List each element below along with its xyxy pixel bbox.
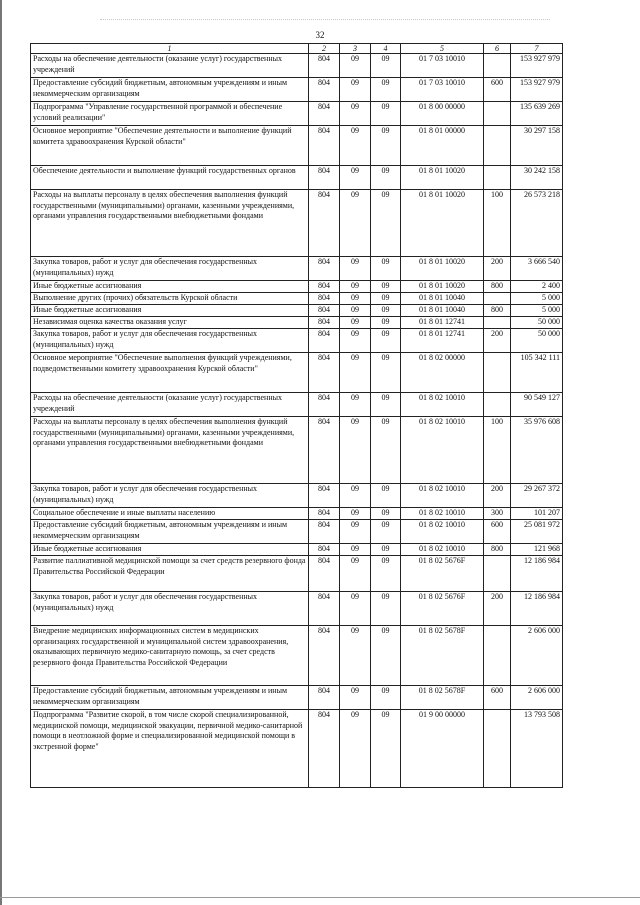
row-expense-type (484, 54, 511, 78)
row-section: 09 (340, 592, 371, 626)
row-name: Закупка товаров, работ и услуг для обеспечения государственных (муниципальных) нужд (31, 592, 309, 626)
row-name: Социальное обеспечение и иные выплаты населению (31, 508, 309, 520)
row-name: Предоставление субсидий бюджетным, автономным учреждениям и иным некоммерческим организациям (31, 686, 309, 710)
table-row (31, 686, 563, 710)
row-subsection: 09 (371, 293, 401, 305)
row-section: 09 (340, 293, 371, 305)
row-ministry-code: 804 (309, 166, 340, 190)
row-ministry-code: 804 (309, 305, 340, 317)
row-section: 09 (340, 54, 371, 78)
row-expense-type: 600 (484, 78, 511, 102)
row-ministry-code: 804 (309, 393, 340, 417)
row-amount: 121 968 (511, 544, 563, 556)
table-row (31, 353, 563, 393)
row-ministry-code: 804 (309, 317, 340, 329)
row-subsection: 09 (371, 592, 401, 626)
row-expense-type: 600 (484, 520, 511, 544)
row-expense-type: 100 (484, 190, 511, 257)
row-subsection: 09 (371, 626, 401, 686)
row-expense-type (484, 102, 511, 126)
row-amount: 26 573 218 (511, 190, 563, 257)
table-row (31, 329, 563, 353)
row-expense-type: 800 (484, 305, 511, 317)
row-expense-type (484, 126, 511, 166)
row-target-article: 01 8 02 00000 (401, 353, 484, 393)
row-subsection: 09 (371, 126, 401, 166)
row-expense-type: 300 (484, 508, 511, 520)
row-subsection: 09 (371, 317, 401, 329)
scan-noise (100, 19, 550, 21)
row-subsection: 09 (371, 484, 401, 508)
row-ministry-code: 804 (309, 592, 340, 626)
table-row (31, 78, 563, 102)
row-section: 09 (340, 166, 371, 190)
row-subsection: 09 (371, 544, 401, 556)
row-ministry-code: 804 (309, 484, 340, 508)
row-target-article: 01 8 01 10020 (401, 166, 484, 190)
budget-table (30, 43, 563, 788)
scan-left-edge (0, 0, 2, 905)
row-subsection: 09 (371, 78, 401, 102)
row-target-article: 01 8 02 10010 (401, 544, 484, 556)
column-header: 2 (309, 44, 340, 54)
row-amount: 25 081 972 (511, 520, 563, 544)
row-ministry-code: 804 (309, 686, 340, 710)
row-name: Расходы на выплаты персоналу в целях обеспечения выполнения функций государственными (муниципальными) органами, казенными учреждениями, органами управления государственными внебюджетными фондами (31, 190, 309, 257)
row-section: 09 (340, 317, 371, 329)
row-subsection: 09 (371, 556, 401, 592)
row-expense-type: 800 (484, 281, 511, 293)
row-name: Предоставление субсидий бюджетным, автономным учреждениям и иным некоммерческим организациям (31, 520, 309, 544)
row-amount: 2 606 000 (511, 686, 563, 710)
table-row (31, 281, 563, 293)
row-section: 09 (340, 710, 371, 788)
row-ministry-code: 804 (309, 626, 340, 686)
row-name: Иные бюджетные ассигнования (31, 544, 309, 556)
row-section: 09 (340, 102, 371, 126)
row-target-article: 01 7 03 10010 (401, 54, 484, 78)
row-subsection: 09 (371, 520, 401, 544)
table-body (31, 54, 563, 788)
table-row (31, 508, 563, 520)
row-amount: 50 000 (511, 329, 563, 353)
row-name: Закупка товаров, работ и услуг для обеспечения государственных (муниципальных) нужд (31, 257, 309, 281)
row-target-article: 01 8 00 00000 (401, 102, 484, 126)
row-name: Подпрограмма "Развитие скорой, в том числе скорой специализированной, медицинской помощи, медицинской эвакуации, первичной медико-санитарной помощи в неотложной форме и специализированной медицинской помощи в экстренной форме" (31, 710, 309, 788)
row-target-article: 01 8 01 10040 (401, 293, 484, 305)
row-expense-type: 100 (484, 417, 511, 484)
row-section: 09 (340, 78, 371, 102)
row-name: Обеспечение деятельности и выполнение функций государственных органов (31, 166, 309, 190)
row-ministry-code: 804 (309, 556, 340, 592)
table-row (31, 166, 563, 190)
row-target-article: 01 8 02 5678F (401, 686, 484, 710)
row-ministry-code: 804 (309, 126, 340, 166)
row-amount: 13 793 508 (511, 710, 563, 788)
row-expense-type (484, 353, 511, 393)
row-section: 09 (340, 484, 371, 508)
column-header: 1 (31, 44, 309, 54)
table-row (31, 484, 563, 508)
row-amount: 35 976 608 (511, 417, 563, 484)
column-header: 3 (340, 44, 371, 54)
table-row (31, 190, 563, 257)
row-target-article: 01 8 01 10040 (401, 305, 484, 317)
table-row (31, 102, 563, 126)
row-target-article: 01 8 01 12741 (401, 329, 484, 353)
row-target-article: 01 8 02 5676F (401, 592, 484, 626)
table-row (31, 556, 563, 592)
row-ministry-code: 804 (309, 190, 340, 257)
row-section: 09 (340, 353, 371, 393)
row-target-article: 01 8 01 10020 (401, 190, 484, 257)
row-amount: 30 297 158 (511, 126, 563, 166)
row-section: 09 (340, 393, 371, 417)
row-subsection: 09 (371, 508, 401, 520)
row-target-article: 01 8 02 10010 (401, 520, 484, 544)
row-ministry-code: 804 (309, 102, 340, 126)
row-amount: 5 000 (511, 305, 563, 317)
table-row (31, 317, 563, 329)
table-row (31, 626, 563, 686)
page-number: 32 (315, 30, 325, 40)
row-name: Внедрение медицинских информационных систем в медицинских организациях государственной и муниципальной систем здравоохранения, оказывающих первичную медико-санитарную помощь, за счет средств резервного фонда Правительства Российской Федерации (31, 626, 309, 686)
row-section: 09 (340, 520, 371, 544)
row-section: 09 (340, 556, 371, 592)
row-name: Основное мероприятие "Обеспечение выполнения функций учреждениями, подведомственными комитету здравоохранения Курской области" (31, 353, 309, 393)
row-amount: 105 342 111 (511, 353, 563, 393)
row-target-article: 01 8 02 10010 (401, 508, 484, 520)
row-target-article: 01 8 01 00000 (401, 126, 484, 166)
column-header: 5 (401, 44, 484, 54)
row-ministry-code: 804 (309, 78, 340, 102)
row-ministry-code: 804 (309, 257, 340, 281)
table-row (31, 54, 563, 78)
row-subsection: 09 (371, 281, 401, 293)
row-name: Развитие паллиативной медицинской помощи за счет средств резервного фонда Правительства Российской Федерации (31, 556, 309, 592)
row-subsection: 09 (371, 305, 401, 317)
row-ministry-code: 804 (309, 508, 340, 520)
row-subsection: 09 (371, 353, 401, 393)
row-expense-type (484, 556, 511, 592)
row-name: Выполнение других (прочих) обязательств Курской области (31, 293, 309, 305)
row-target-article: 01 8 01 10020 (401, 257, 484, 281)
row-expense-type: 200 (484, 592, 511, 626)
table-row (31, 520, 563, 544)
column-header: 7 (511, 44, 563, 54)
row-ministry-code: 804 (309, 293, 340, 305)
row-section: 09 (340, 257, 371, 281)
row-amount: 90 549 127 (511, 393, 563, 417)
row-section: 09 (340, 626, 371, 686)
row-target-article: 01 8 02 5676F (401, 556, 484, 592)
row-subsection: 09 (371, 102, 401, 126)
row-name: Основное мероприятие "Обеспечение деятельности и выполнение функций комитета здравоохранения Курской области" (31, 126, 309, 166)
table-row (31, 305, 563, 317)
row-amount: 101 207 (511, 508, 563, 520)
row-amount: 135 639 269 (511, 102, 563, 126)
row-section: 09 (340, 544, 371, 556)
row-target-article: 01 8 02 10010 (401, 417, 484, 484)
row-section: 09 (340, 281, 371, 293)
row-name: Предоставление субсидий бюджетным, автономным учреждениям и иным некоммерческим организациям (31, 78, 309, 102)
table-header-row (31, 44, 563, 54)
row-ministry-code: 804 (309, 281, 340, 293)
table-row (31, 293, 563, 305)
table-row (31, 592, 563, 626)
row-expense-type (484, 393, 511, 417)
table-row (31, 417, 563, 484)
row-ministry-code: 804 (309, 544, 340, 556)
row-name: Подпрограмма "Управление государственной программой и обеспечение условий реализации" (31, 102, 309, 126)
table-row (31, 126, 563, 166)
row-name: Закупка товаров, работ и услуг для обеспечения государственных (муниципальных) нужд (31, 329, 309, 353)
row-ministry-code: 804 (309, 417, 340, 484)
row-expense-type (484, 166, 511, 190)
row-expense-type: 200 (484, 484, 511, 508)
table-row (31, 710, 563, 788)
table-row (31, 544, 563, 556)
row-target-article: 01 8 01 12741 (401, 317, 484, 329)
row-expense-type: 200 (484, 257, 511, 281)
row-section: 09 (340, 190, 371, 257)
row-subsection: 09 (371, 166, 401, 190)
scan-bottom-edge (0, 897, 640, 898)
row-amount: 12 186 984 (511, 592, 563, 626)
row-amount: 50 000 (511, 317, 563, 329)
row-amount: 2 400 (511, 281, 563, 293)
row-section: 09 (340, 126, 371, 166)
row-subsection: 09 (371, 710, 401, 788)
table-row (31, 393, 563, 417)
row-name: Расходы на обеспечение деятельности (оказание услуг) государственных учреждений (31, 393, 309, 417)
row-subsection: 09 (371, 417, 401, 484)
row-name: Расходы на выплаты персоналу в целях обеспечения выполнения функций государственными (муниципальными) органами, казенными учреждениями, органами управления государственными внебюджетными фондами (31, 417, 309, 484)
row-subsection: 09 (371, 54, 401, 78)
row-name: Закупка товаров, работ и услуг для обеспечения государственных (муниципальных) нужд (31, 484, 309, 508)
row-expense-type (484, 710, 511, 788)
row-name: Расходы на обеспечение деятельности (оказание услуг) государственных учреждений (31, 54, 309, 78)
row-subsection: 09 (371, 686, 401, 710)
row-subsection: 09 (371, 393, 401, 417)
row-subsection: 09 (371, 329, 401, 353)
row-amount: 153 927 979 (511, 78, 563, 102)
row-subsection: 09 (371, 257, 401, 281)
row-ministry-code: 804 (309, 710, 340, 788)
row-ministry-code: 804 (309, 353, 340, 393)
row-ministry-code: 804 (309, 54, 340, 78)
row-target-article: 01 8 02 5678F (401, 626, 484, 686)
row-amount: 5 000 (511, 293, 563, 305)
row-section: 09 (340, 508, 371, 520)
row-name: Независимая оценка качества оказания услуг (31, 317, 309, 329)
row-amount: 153 927 979 (511, 54, 563, 78)
column-header: 4 (371, 44, 401, 54)
row-ministry-code: 804 (309, 520, 340, 544)
row-section: 09 (340, 417, 371, 484)
row-name: Иные бюджетные ассигнования (31, 281, 309, 293)
row-amount: 30 242 158 (511, 166, 563, 190)
row-expense-type (484, 293, 511, 305)
column-header: 6 (484, 44, 511, 54)
row-section: 09 (340, 686, 371, 710)
row-section: 09 (340, 305, 371, 317)
row-target-article: 01 8 02 10010 (401, 484, 484, 508)
row-amount: 2 606 000 (511, 626, 563, 686)
row-expense-type (484, 626, 511, 686)
row-expense-type: 600 (484, 686, 511, 710)
row-expense-type: 800 (484, 544, 511, 556)
row-amount: 29 267 372 (511, 484, 563, 508)
row-expense-type: 200 (484, 329, 511, 353)
row-amount: 3 666 540 (511, 257, 563, 281)
row-name: Иные бюджетные ассигнования (31, 305, 309, 317)
row-amount: 12 186 984 (511, 556, 563, 592)
row-target-article: 01 8 01 10020 (401, 281, 484, 293)
row-target-article: 01 8 02 10010 (401, 393, 484, 417)
row-section: 09 (340, 329, 371, 353)
row-ministry-code: 804 (309, 329, 340, 353)
row-target-article: 01 7 03 10010 (401, 78, 484, 102)
row-expense-type (484, 317, 511, 329)
row-target-article: 01 9 00 00000 (401, 710, 484, 788)
row-subsection: 09 (371, 190, 401, 257)
table-row (31, 257, 563, 281)
